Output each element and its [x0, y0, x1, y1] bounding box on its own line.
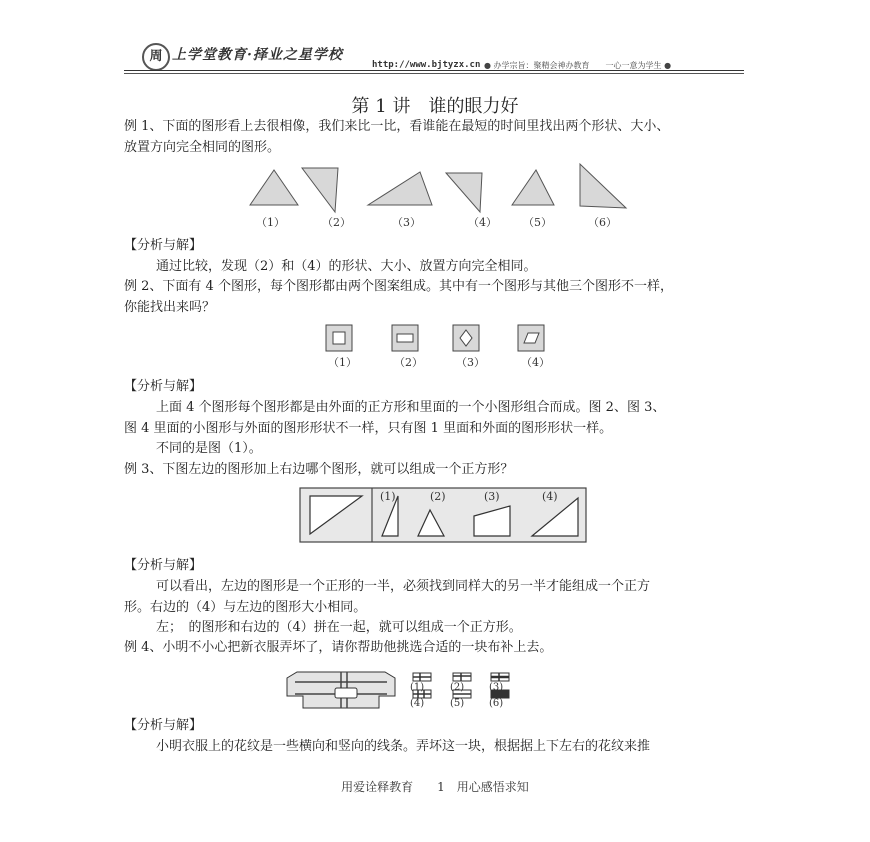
header-rule-thin	[124, 73, 744, 74]
ex2-label-1: （1）	[328, 356, 357, 369]
triangle-5	[512, 170, 554, 205]
ex2-label-4: （4）	[521, 356, 550, 369]
ex2-label-3: （3）	[456, 356, 485, 369]
ex4-label-6: (6)	[489, 698, 504, 709]
ex1-label-1: （1）	[256, 216, 285, 229]
ex4-line1: 例 4、小明不小心把新衣服弄坏了，请你帮助他挑选合适的一块布补上去。	[124, 640, 553, 655]
ex1-line1: 例 1、下面的图形看上去很相像，我们来比一比，看谁能在最短的时间里找出两个形状、大小、	[124, 119, 670, 134]
ans3-heading: 【分析与解】	[124, 558, 203, 573]
patch-2	[453, 673, 471, 681]
torn-patch	[335, 688, 357, 698]
ans1-heading: 【分析与解】	[124, 238, 203, 253]
ex1-label-3: （3）	[392, 216, 421, 229]
patch-1	[413, 673, 431, 681]
ex1-label-4: （4）	[468, 216, 497, 229]
ans2-line1: 上面 4 个图形每个图形都是由外面的正方形和里面的一个小图形组合而成。图 2、图 3、	[156, 400, 666, 415]
ex3-label-4: (4)	[542, 490, 558, 503]
ex2-label-2: （2）	[394, 356, 423, 369]
ex1-label-5: （5）	[523, 216, 552, 229]
ex2-squares-figure	[320, 323, 560, 355]
ans3-line3: 左； 的图形和右边的（4）拼在一起，就可以组成一个正方形。	[156, 620, 522, 635]
ans2-heading: 【分析与解】	[124, 379, 203, 394]
ans4-text: 小明衣服上的花纹是一些横向和竖向的线条。弄坏这一块，根据据上下左右的花纹来推	[156, 739, 651, 754]
ans3-line2: 形。右边的（4）与左边的图形大小相同。	[124, 600, 367, 615]
ex3-label-3: (3)	[484, 490, 500, 503]
page-footer: 用爱诠释教育 1 用心感悟求知	[341, 780, 529, 794]
ex4-label-2: (2)	[450, 682, 465, 693]
ex4-label-3: (3)	[489, 682, 504, 693]
ex2-line1: 例 2、下面有 4 个图形，每个图形都由两个图案组成。其中有一个图形与其他三个图形不一样，	[124, 279, 673, 294]
patch-3	[491, 673, 509, 681]
ex1-label-6: （6）	[588, 216, 617, 229]
triangle-3	[368, 172, 432, 205]
ans2-line2: 图 4 里面的小图形与外面的图形形状不一样，只有图 1 里面和外面的图形形状一样。	[124, 421, 613, 436]
ans3-line1: 可以看出，左边的图形是一个正形的一半，必须找到同样大的另一半才能组成一个正方	[156, 579, 651, 594]
ex1-label-2: （2）	[322, 216, 351, 229]
ex3-line1: 例 3、下图左边的图形加上右边哪个图形，就可以组成一个正方形？	[124, 462, 514, 477]
school-logo: 周	[142, 43, 170, 71]
ans2-line3: 不同的是图（1）。	[156, 441, 262, 456]
ex1-line2: 放置方向完全相同的图形。	[124, 140, 281, 155]
triangle-1	[250, 170, 298, 205]
header-rule	[124, 70, 744, 71]
ex4-label-4: (4)	[410, 698, 425, 709]
ans4-heading: 【分析与解】	[124, 718, 203, 733]
page-title: 第 1 讲 谁的眼力好	[351, 96, 519, 117]
school-name: 上学堂教育·择业之星学校	[172, 47, 343, 63]
triangle-4	[446, 173, 482, 212]
ans1-text: 通过比较，发现（2）和（4）的形状、大小、放置方向完全相同。	[156, 259, 537, 274]
ex2-line2: 你能找出来吗？	[124, 300, 216, 315]
header-motto: ● 办学宗旨：聚精会神办教育 一心一意为学生 ●	[484, 61, 672, 70]
ex3-label-1: (1)	[380, 490, 396, 503]
triangle-2	[302, 168, 338, 212]
ex1-triangles-figure	[240, 160, 640, 216]
header-url[interactable]: http://www.bjtyzx.cn	[372, 60, 481, 70]
ex3-label-2: (2)	[430, 490, 446, 503]
ex4-label-1: (1)	[410, 682, 425, 693]
ex4-label-5: (5)	[450, 698, 465, 709]
triangle-6	[580, 164, 626, 208]
